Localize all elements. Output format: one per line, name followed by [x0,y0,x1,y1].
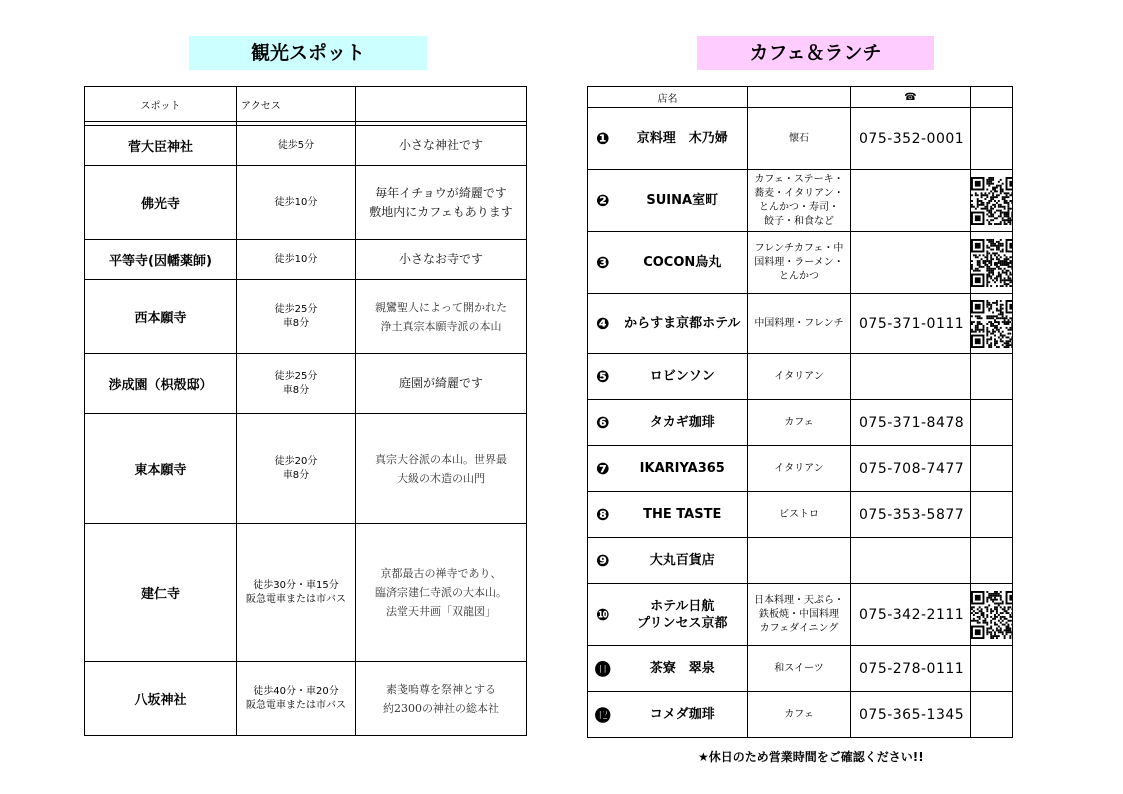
shop-name-line: IKARIYA365 [639,461,725,476]
shop-name [618,108,748,170]
spot-name: 東本願寺 [85,414,237,524]
shop-qr [971,354,1013,400]
cafe-title: カフェ＆ランチ [697,36,934,70]
genre-line: イタリアン [774,462,824,474]
spot-name: 佛光寺 [85,166,237,240]
qr-code-icon [971,591,1013,639]
description-line: 京都最古の禅寺であり、 [380,567,502,580]
shop-name [618,446,748,492]
spot-row [85,166,527,240]
genre-line: カフェ [784,708,814,720]
shop-name-line: ロビンソン [649,369,715,384]
spots-table [84,86,527,736]
cafe-row [588,108,1013,170]
shop-phone: 075-342-2111 [851,584,971,646]
spot-description [356,166,527,240]
spot-access [237,662,356,736]
shop-genre [748,400,851,446]
qr-code-icon [971,177,1013,225]
spot-row [85,126,527,166]
genre-line: とんかつ [779,270,819,282]
shop-qr [971,692,1013,738]
access-line: 車8分 [282,317,310,329]
spot-description [356,414,527,524]
spot-access [237,166,356,240]
shop-genre [748,170,851,232]
shop-phone: 075-352-0001 [851,108,971,170]
shop-phone [851,232,971,294]
shop-name [618,584,748,646]
description-line: 臨済宗建仁寺派の大本山。 [375,586,507,599]
access-line: 徒歩40分・車20分 [253,685,339,697]
spot-name: 建仁寺 [85,524,237,662]
genre-line: フレンチカフェ・中 [754,242,844,254]
genre-line: 鉄板焼・中国料理 [759,608,839,620]
shop-number: ❼ [588,446,618,492]
shop-qr [971,108,1013,170]
shop-qr [971,294,1013,354]
spot-row [85,280,527,354]
access-line: 徒歩25分 [274,370,318,382]
shop-phone [851,170,971,232]
cafe-row [588,692,1013,738]
header-access: アクセス [237,87,356,122]
shop-qr [971,446,1013,492]
shop-genre [748,446,851,492]
description-line: 親鸞聖人によって開かれた [375,300,507,314]
spot-name: 渉成園（枳殻邸） [85,354,237,414]
header-shop: 店名 [588,87,748,108]
shop-genre [748,354,851,400]
shop-name [618,170,748,232]
shop-name [618,354,748,400]
shop-qr [971,538,1013,584]
shop-genre [748,294,851,354]
shop-qr [971,584,1013,646]
access-line: 阪急電車または市バス [246,593,346,605]
access-line: 徒歩10分 [274,253,318,265]
shop-qr [971,232,1013,294]
genre-line: カフェ [784,416,814,428]
shop-phone: 075-353-5877 [851,492,971,538]
spot-description [356,524,527,662]
shop-phone: 075-708-7477 [851,446,971,492]
cafe-row [588,646,1013,692]
description-line: 真宗大谷派の本山。世界最 [375,452,507,466]
cafe-row [588,354,1013,400]
shop-number: ❿ [588,584,618,646]
description-line: 大級の木造の山門 [397,471,485,485]
shop-number: ❾ [588,538,618,584]
spot-access [237,354,356,414]
access-line: 徒歩10分 [274,196,318,208]
holiday-note: ★休日のため営業時間をご確認ください!! [698,750,924,764]
shop-phone [851,354,971,400]
genre-line: 懐石 [789,132,809,144]
spot-description [356,662,527,736]
spot-access [237,414,356,524]
shop-name [618,232,748,294]
shop-number: ❽ [588,492,618,538]
spot-row [85,414,527,524]
shop-phone [851,538,971,584]
genre-line: 中国料理・フレンチ [754,317,844,329]
header-spot: スポット [85,87,237,122]
access-line: 徒歩5分 [277,139,315,151]
shop-phone: 075-371-0111 [851,294,971,354]
shop-qr [971,170,1013,232]
access-line: 徒歩25分 [274,303,318,315]
shop-genre [748,108,851,170]
cafe-header-row [588,87,1013,108]
shop-number: ❸ [588,232,618,294]
description-line: 素戔嗚尊を祭神とする [386,682,496,696]
cafe-row [588,400,1013,446]
shop-name-line: コメダ珈琲 [649,707,715,722]
spot-name: 平等寺(因幡薬師) [85,240,237,280]
shop-phone: 075-278-0111 [851,646,971,692]
cafe-row [588,170,1013,232]
qr-code-icon [971,300,1013,348]
cafe-row [588,446,1013,492]
header-desc [356,87,527,122]
shop-name-line: ホテル日航 [650,598,715,614]
description-line: 約2300の神社の総本社 [383,701,499,715]
spot-description [356,280,527,354]
access-line: 車8分 [282,384,310,396]
shop-name [618,646,748,692]
cafe-row [588,584,1013,646]
shop-genre [748,538,851,584]
spot-access [237,280,356,354]
spot-row [85,662,527,736]
genre-line: 餃子・和食など [764,215,834,227]
description-line: 敷地内にカフェもあります [369,204,513,219]
shop-number: ❹ [588,294,618,354]
cafe-table [587,86,1013,738]
genre-line: カフェ・ステーキ・ [754,173,844,185]
shop-name-line: SUINA室町 [646,193,719,208]
genre-line: 蕎麦・イタリアン・ [754,187,844,199]
spots-title: 観光スポット [189,36,427,70]
description-line: 毎年イチョウが綺麗です [375,185,507,200]
shop-name-line: 京料理 木乃婦 [636,131,728,146]
qr-code-icon [971,239,1013,287]
shop-phone: 075-365-1345 [851,692,971,738]
shop-number: ❻ [588,400,618,446]
description-line: 小さな神社です [398,138,483,152]
genre-line: とんかつ・寿司・ [759,201,839,213]
shop-phone: 075-371-8478 [851,400,971,446]
genre-line: 日本料理・天ぷら・ [754,594,844,606]
cafe-row [588,294,1013,354]
spot-access [237,524,356,662]
description-line: 浄土真宗本願寺派の本山 [380,319,502,333]
shop-name [618,492,748,538]
shop-qr [971,492,1013,538]
shop-qr [971,646,1013,692]
header-phone-icon: ☎ [851,87,971,108]
spot-row [85,354,527,414]
shop-name [618,400,748,446]
shop-name [618,692,748,738]
access-line: 車8分 [282,469,310,481]
spot-access [237,240,356,280]
access-line: 徒歩20分 [274,455,318,467]
shop-name-line: THE TASTE [643,507,722,522]
spot-row [85,240,527,280]
description-line: 庭園が綺麗です [398,376,483,390]
cafe-row [588,232,1013,294]
shop-name [618,294,748,354]
spot-name: 八坂神社 [85,662,237,736]
spot-description [356,354,527,414]
spot-name: 西本願寺 [85,280,237,354]
shop-number: ❷ [588,170,618,232]
shop-name-line: COCON烏丸 [643,255,722,270]
shop-name-line: からすま京都ホテル [624,316,741,331]
description-line: 法堂天井画「双龍図」 [386,605,496,618]
shop-genre [748,492,851,538]
access-line: 徒歩30分・車15分 [253,579,339,591]
spot-name: 菅大臣神社 [85,126,237,166]
shop-name [618,538,748,584]
spot-description [356,240,527,280]
header-qr [971,87,1013,108]
shop-number: ❶ [588,108,618,170]
access-line: 阪急電車または市バス [246,699,346,711]
shop-genre [748,646,851,692]
spot-row [85,524,527,662]
shop-number: ⓫ [588,646,618,692]
genre-line: 国料理・ラーメン・ [754,256,844,268]
description-line: 小さなお寺です [398,252,483,266]
genre-line: イタリアン [774,370,824,382]
shop-genre [748,232,851,294]
genre-line: カフェダイニング [759,622,839,634]
shop-name-line: タカギ珈琲 [649,415,715,430]
shop-number: ❺ [588,354,618,400]
shop-name-line: 大丸百貨店 [649,553,715,568]
shop-genre [748,584,851,646]
spot-description [356,126,527,166]
shop-genre [748,692,851,738]
genre-line: 和スイーツ [774,662,824,674]
spots-header-row [85,87,527,122]
shop-number: ⓬ [588,692,618,738]
spot-access [237,126,356,166]
cafe-row [588,492,1013,538]
cafe-row [588,538,1013,584]
header-genre [748,87,851,108]
shop-qr [971,400,1013,446]
shop-name-line: 茶寮 翠泉 [649,661,715,676]
shop-name-line: プリンセス京都 [637,615,728,631]
genre-line: ビストロ [779,508,819,520]
